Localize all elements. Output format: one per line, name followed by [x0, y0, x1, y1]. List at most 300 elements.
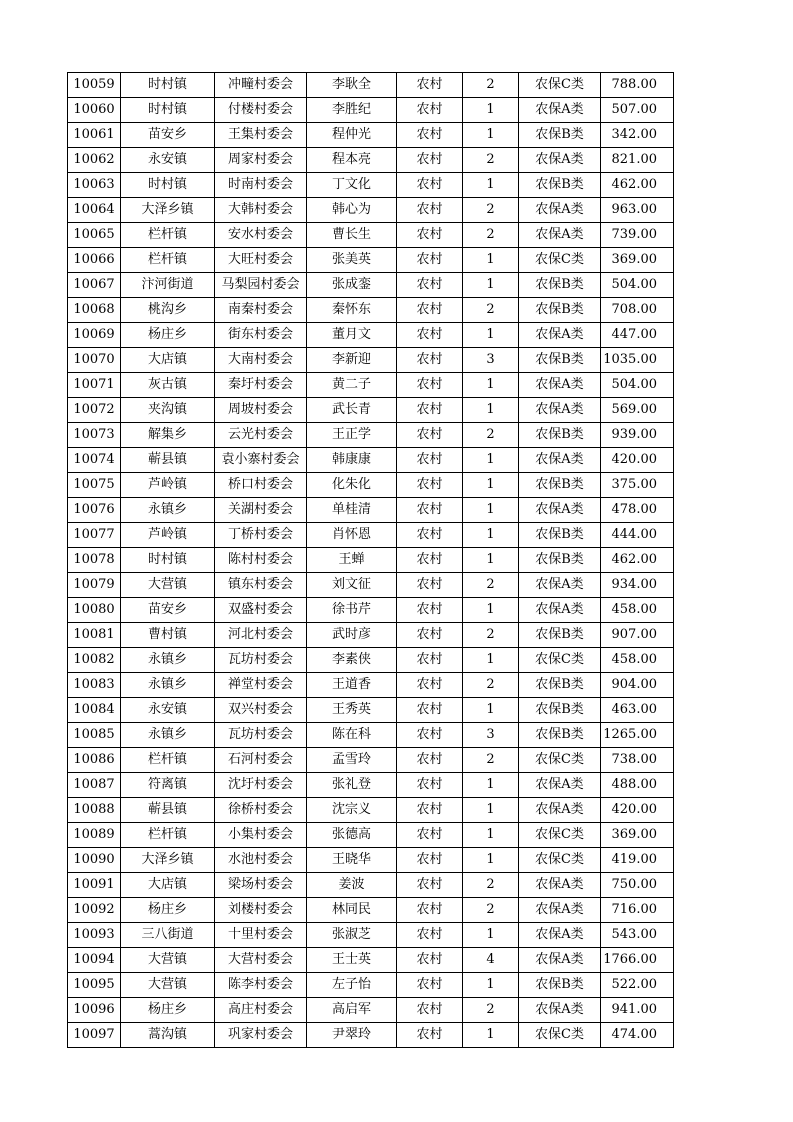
- village-committee-cell: 禅堂村委会: [215, 673, 307, 698]
- category-cell: 农保A类: [519, 398, 601, 423]
- household-size-cell: 1: [463, 923, 519, 948]
- table-row: [68, 923, 674, 948]
- table-row: [68, 448, 674, 473]
- area-type-cell: 农村: [397, 373, 463, 398]
- amount-cell: 478.00: [601, 498, 674, 523]
- name-cell: 程本亮: [307, 148, 397, 173]
- record-id-cell: 10071: [68, 373, 121, 398]
- township-cell: 大泽乡镇: [121, 848, 215, 873]
- name-cell: 左子怡: [307, 973, 397, 998]
- township-cell: 时村镇: [121, 173, 215, 198]
- category-cell: 农保A类: [519, 798, 601, 823]
- village-committee-cell: 沈圩村委会: [215, 773, 307, 798]
- record-id-cell: 10090: [68, 848, 121, 873]
- record-id-cell: 10075: [68, 473, 121, 498]
- category-cell: 农保A类: [519, 148, 601, 173]
- name-cell: 高启军: [307, 998, 397, 1023]
- record-id-cell: 10068: [68, 298, 121, 323]
- table-row: [68, 298, 674, 323]
- household-size-cell: 1: [463, 698, 519, 723]
- table-row: [68, 698, 674, 723]
- amount-cell: 462.00: [601, 173, 674, 198]
- record-id-cell: 10092: [68, 898, 121, 923]
- village-committee-cell: 时南村委会: [215, 173, 307, 198]
- area-type-cell: 农村: [397, 323, 463, 348]
- name-cell: 张德高: [307, 823, 397, 848]
- village-committee-cell: 周家村委会: [215, 148, 307, 173]
- household-size-cell: 1: [463, 323, 519, 348]
- township-cell: 符离镇: [121, 773, 215, 798]
- name-cell: 孟雪玲: [307, 748, 397, 773]
- category-cell: 农保B类: [519, 548, 601, 573]
- record-id-cell: 10091: [68, 873, 121, 898]
- category-cell: 农保B类: [519, 273, 601, 298]
- table-row: [68, 598, 674, 623]
- amount-cell: 543.00: [601, 923, 674, 948]
- category-cell: 农保B类: [519, 673, 601, 698]
- table-row: [68, 198, 674, 223]
- name-cell: 王秀英: [307, 698, 397, 723]
- township-cell: 时村镇: [121, 73, 215, 98]
- record-id-cell: 10062: [68, 148, 121, 173]
- township-cell: 永安镇: [121, 148, 215, 173]
- household-size-cell: 2: [463, 623, 519, 648]
- amount-cell: 1766.00: [601, 948, 674, 973]
- category-cell: 农保A类: [519, 773, 601, 798]
- table-row: [68, 473, 674, 498]
- village-committee-cell: 大韩村委会: [215, 198, 307, 223]
- amount-cell: 462.00: [601, 548, 674, 573]
- amount-cell: 941.00: [601, 998, 674, 1023]
- household-size-cell: 3: [463, 348, 519, 373]
- record-id-cell: 10082: [68, 648, 121, 673]
- category-cell: 农保A类: [519, 873, 601, 898]
- category-cell: 农保A类: [519, 448, 601, 473]
- township-cell: 大店镇: [121, 873, 215, 898]
- village-committee-cell: 付楼村委会: [215, 98, 307, 123]
- household-size-cell: 1: [463, 473, 519, 498]
- table-row: [68, 423, 674, 448]
- village-committee-cell: 小集村委会: [215, 823, 307, 848]
- amount-cell: 507.00: [601, 98, 674, 123]
- amount-cell: 342.00: [601, 123, 674, 148]
- township-cell: 永安镇: [121, 698, 215, 723]
- household-size-cell: 1: [463, 598, 519, 623]
- area-type-cell: 农村: [397, 748, 463, 773]
- amount-cell: 1035.00: [601, 348, 674, 373]
- village-committee-cell: 街东村委会: [215, 323, 307, 348]
- area-type-cell: 农村: [397, 423, 463, 448]
- village-committee-cell: 桥口村委会: [215, 473, 307, 498]
- record-id-cell: 10081: [68, 623, 121, 648]
- record-id-cell: 10094: [68, 948, 121, 973]
- township-cell: 蕲县镇: [121, 798, 215, 823]
- amount-cell: 447.00: [601, 323, 674, 348]
- category-cell: 农保C类: [519, 1023, 601, 1048]
- name-cell: 程仲光: [307, 123, 397, 148]
- table-row: [68, 348, 674, 373]
- area-type-cell: 农村: [397, 673, 463, 698]
- village-committee-cell: 双盛村委会: [215, 598, 307, 623]
- township-cell: 汴河街道: [121, 273, 215, 298]
- table-row: [68, 723, 674, 748]
- table-row: [68, 573, 674, 598]
- household-size-cell: 2: [463, 873, 519, 898]
- township-cell: 杨庄乡: [121, 323, 215, 348]
- amount-cell: 375.00: [601, 473, 674, 498]
- village-committee-cell: 双兴村委会: [215, 698, 307, 723]
- village-committee-cell: 王集村委会: [215, 123, 307, 148]
- village-committee-cell: 十里村委会: [215, 923, 307, 948]
- category-cell: 农保C类: [519, 848, 601, 873]
- record-id-cell: 10086: [68, 748, 121, 773]
- name-cell: 张淑芝: [307, 923, 397, 948]
- amount-cell: 569.00: [601, 398, 674, 423]
- table-row: [68, 848, 674, 873]
- amount-cell: 488.00: [601, 773, 674, 798]
- category-cell: 农保A类: [519, 923, 601, 948]
- table-row: [68, 148, 674, 173]
- township-cell: 蕲县镇: [121, 448, 215, 473]
- household-size-cell: 2: [463, 198, 519, 223]
- amount-cell: 788.00: [601, 73, 674, 98]
- township-cell: 大营镇: [121, 973, 215, 998]
- household-size-cell: 1: [463, 398, 519, 423]
- area-type-cell: 农村: [397, 623, 463, 648]
- category-cell: 农保A类: [519, 573, 601, 598]
- record-id-cell: 10070: [68, 348, 121, 373]
- area-type-cell: 农村: [397, 273, 463, 298]
- village-committee-cell: 石河村委会: [215, 748, 307, 773]
- amount-cell: 420.00: [601, 798, 674, 823]
- area-type-cell: 农村: [397, 248, 463, 273]
- category-cell: 农保B类: [519, 123, 601, 148]
- area-type-cell: 农村: [397, 173, 463, 198]
- township-cell: 时村镇: [121, 548, 215, 573]
- amount-cell: 504.00: [601, 273, 674, 298]
- record-id-cell: 10069: [68, 323, 121, 348]
- township-cell: 栏杆镇: [121, 248, 215, 273]
- household-size-cell: 2: [463, 898, 519, 923]
- township-cell: 芦岭镇: [121, 523, 215, 548]
- household-size-cell: 1: [463, 523, 519, 548]
- table-row: [68, 673, 674, 698]
- amount-cell: 474.00: [601, 1023, 674, 1048]
- amount-cell: 444.00: [601, 523, 674, 548]
- record-id-cell: 10096: [68, 998, 121, 1023]
- household-size-cell: 2: [463, 423, 519, 448]
- village-committee-cell: 马梨园村委会: [215, 273, 307, 298]
- table-row: [68, 948, 674, 973]
- table-row: [68, 798, 674, 823]
- record-id-cell: 10097: [68, 1023, 121, 1048]
- amount-cell: 739.00: [601, 223, 674, 248]
- category-cell: 农保C类: [519, 748, 601, 773]
- amount-cell: 750.00: [601, 873, 674, 898]
- table-row: [68, 373, 674, 398]
- household-size-cell: 1: [463, 1023, 519, 1048]
- household-size-cell: 1: [463, 648, 519, 673]
- township-cell: 栏杆镇: [121, 748, 215, 773]
- area-type-cell: 农村: [397, 923, 463, 948]
- amount-cell: 904.00: [601, 673, 674, 698]
- township-cell: 苗安乡: [121, 123, 215, 148]
- household-size-cell: 1: [463, 98, 519, 123]
- township-cell: 杨庄乡: [121, 898, 215, 923]
- table-row: [68, 648, 674, 673]
- township-cell: 蒿沟镇: [121, 1023, 215, 1048]
- category-cell: 农保A类: [519, 998, 601, 1023]
- table-row: [68, 73, 674, 98]
- village-committee-cell: 大营村委会: [215, 948, 307, 973]
- record-id-cell: 10059: [68, 73, 121, 98]
- amount-cell: 821.00: [601, 148, 674, 173]
- village-committee-cell: 瓦坊村委会: [215, 648, 307, 673]
- category-cell: 农保B类: [519, 348, 601, 373]
- household-size-cell: 1: [463, 548, 519, 573]
- name-cell: 王正学: [307, 423, 397, 448]
- record-id-cell: 10087: [68, 773, 121, 798]
- area-type-cell: 农村: [397, 723, 463, 748]
- village-committee-cell: 丁桥村委会: [215, 523, 307, 548]
- category-cell: 农保A类: [519, 323, 601, 348]
- relief-roster-table: [67, 72, 674, 1048]
- village-committee-cell: 陈村村委会: [215, 548, 307, 573]
- name-cell: 武时彦: [307, 623, 397, 648]
- village-committee-cell: 周坡村委会: [215, 398, 307, 423]
- table-row: [68, 498, 674, 523]
- village-committee-cell: 陈李村委会: [215, 973, 307, 998]
- record-id-cell: 10064: [68, 198, 121, 223]
- township-cell: 栏杆镇: [121, 823, 215, 848]
- area-type-cell: 农村: [397, 498, 463, 523]
- table-row: [68, 773, 674, 798]
- amount-cell: 1265.00: [601, 723, 674, 748]
- amount-cell: 738.00: [601, 748, 674, 773]
- record-id-cell: 10093: [68, 923, 121, 948]
- area-type-cell: 农村: [397, 873, 463, 898]
- category-cell: 农保A类: [519, 598, 601, 623]
- township-cell: 三八街道: [121, 923, 215, 948]
- household-size-cell: 2: [463, 998, 519, 1023]
- category-cell: 农保C类: [519, 73, 601, 98]
- village-committee-cell: 巩家村委会: [215, 1023, 307, 1048]
- township-cell: 栏杆镇: [121, 223, 215, 248]
- area-type-cell: 农村: [397, 773, 463, 798]
- record-id-cell: 10072: [68, 398, 121, 423]
- village-committee-cell: 高庄村委会: [215, 998, 307, 1023]
- name-cell: 姜波: [307, 873, 397, 898]
- amount-cell: 907.00: [601, 623, 674, 648]
- table-row: [68, 98, 674, 123]
- village-committee-cell: 瓦坊村委会: [215, 723, 307, 748]
- category-cell: 农保B类: [519, 423, 601, 448]
- category-cell: 农保A类: [519, 223, 601, 248]
- name-cell: 黄二子: [307, 373, 397, 398]
- name-cell: 张美英: [307, 248, 397, 273]
- name-cell: 王道香: [307, 673, 397, 698]
- amount-cell: 716.00: [601, 898, 674, 923]
- name-cell: 张礼登: [307, 773, 397, 798]
- area-type-cell: 农村: [397, 398, 463, 423]
- table-row: [68, 523, 674, 548]
- record-id-cell: 10078: [68, 548, 121, 573]
- area-type-cell: 农村: [397, 98, 463, 123]
- record-id-cell: 10080: [68, 598, 121, 623]
- household-size-cell: 2: [463, 673, 519, 698]
- area-type-cell: 农村: [397, 73, 463, 98]
- name-cell: 王士英: [307, 948, 397, 973]
- table-row: [68, 398, 674, 423]
- amount-cell: 420.00: [601, 448, 674, 473]
- amount-cell: 369.00: [601, 248, 674, 273]
- village-committee-cell: 云光村委会: [215, 423, 307, 448]
- household-size-cell: 4: [463, 948, 519, 973]
- record-id-cell: 10085: [68, 723, 121, 748]
- amount-cell: 963.00: [601, 198, 674, 223]
- area-type-cell: 农村: [397, 448, 463, 473]
- record-id-cell: 10088: [68, 798, 121, 823]
- category-cell: 农保A类: [519, 948, 601, 973]
- table-row: [68, 898, 674, 923]
- household-size-cell: 1: [463, 123, 519, 148]
- amount-cell: 419.00: [601, 848, 674, 873]
- amount-cell: 934.00: [601, 573, 674, 598]
- township-cell: 大店镇: [121, 348, 215, 373]
- name-cell: 李新迎: [307, 348, 397, 373]
- household-size-cell: 1: [463, 373, 519, 398]
- village-committee-cell: 镇东村委会: [215, 573, 307, 598]
- category-cell: 农保B类: [519, 723, 601, 748]
- category-cell: 农保A类: [519, 98, 601, 123]
- name-cell: 韩康康: [307, 448, 397, 473]
- village-committee-cell: 冲疃村委会: [215, 73, 307, 98]
- record-id-cell: 10060: [68, 98, 121, 123]
- name-cell: 张成銮: [307, 273, 397, 298]
- area-type-cell: 农村: [397, 823, 463, 848]
- category-cell: 农保B类: [519, 523, 601, 548]
- category-cell: 农保C类: [519, 823, 601, 848]
- township-cell: 灰古镇: [121, 373, 215, 398]
- household-size-cell: 2: [463, 573, 519, 598]
- area-type-cell: 农村: [397, 848, 463, 873]
- village-committee-cell: 大旺村委会: [215, 248, 307, 273]
- table-row: [68, 123, 674, 148]
- household-size-cell: 2: [463, 298, 519, 323]
- household-size-cell: 2: [463, 73, 519, 98]
- table-row: [68, 173, 674, 198]
- table-row: [68, 273, 674, 298]
- area-type-cell: 农村: [397, 648, 463, 673]
- record-id-cell: 10065: [68, 223, 121, 248]
- village-committee-cell: 水池村委会: [215, 848, 307, 873]
- area-type-cell: 农村: [397, 223, 463, 248]
- area-type-cell: 农村: [397, 523, 463, 548]
- category-cell: 农保A类: [519, 198, 601, 223]
- household-size-cell: 1: [463, 773, 519, 798]
- amount-cell: 458.00: [601, 598, 674, 623]
- household-size-cell: 2: [463, 223, 519, 248]
- township-cell: 曹村镇: [121, 623, 215, 648]
- area-type-cell: 农村: [397, 473, 463, 498]
- name-cell: 武长青: [307, 398, 397, 423]
- household-size-cell: 1: [463, 973, 519, 998]
- township-cell: 解集乡: [121, 423, 215, 448]
- area-type-cell: 农村: [397, 573, 463, 598]
- name-cell: 李耿全: [307, 73, 397, 98]
- household-size-cell: 1: [463, 248, 519, 273]
- township-cell: 永镇乡: [121, 648, 215, 673]
- amount-cell: 708.00: [601, 298, 674, 323]
- area-type-cell: 农村: [397, 548, 463, 573]
- area-type-cell: 农村: [397, 998, 463, 1023]
- name-cell: 王蝉: [307, 548, 397, 573]
- name-cell: 陈在科: [307, 723, 397, 748]
- record-id-cell: 10077: [68, 523, 121, 548]
- household-size-cell: 3: [463, 723, 519, 748]
- name-cell: 王晓华: [307, 848, 397, 873]
- household-size-cell: 1: [463, 498, 519, 523]
- township-cell: 永镇乡: [121, 673, 215, 698]
- name-cell: 单桂清: [307, 498, 397, 523]
- village-committee-cell: 徐桥村委会: [215, 798, 307, 823]
- category-cell: 农保A类: [519, 498, 601, 523]
- name-cell: 尹翠玲: [307, 1023, 397, 1048]
- household-size-cell: 1: [463, 273, 519, 298]
- category-cell: 农保B类: [519, 623, 601, 648]
- township-cell: 夹沟镇: [121, 398, 215, 423]
- record-id-cell: 10067: [68, 273, 121, 298]
- area-type-cell: 农村: [397, 798, 463, 823]
- name-cell: 徐书芹: [307, 598, 397, 623]
- record-id-cell: 10066: [68, 248, 121, 273]
- table-row: [68, 748, 674, 773]
- category-cell: 农保A类: [519, 373, 601, 398]
- village-committee-cell: 河北村委会: [215, 623, 307, 648]
- record-id-cell: 10089: [68, 823, 121, 848]
- record-id-cell: 10076: [68, 498, 121, 523]
- record-id-cell: 10074: [68, 448, 121, 473]
- village-committee-cell: 安水村委会: [215, 223, 307, 248]
- table-row: [68, 323, 674, 348]
- table-row: [68, 1023, 674, 1048]
- township-cell: 大营镇: [121, 948, 215, 973]
- township-cell: 苗安乡: [121, 598, 215, 623]
- area-type-cell: 农村: [397, 148, 463, 173]
- name-cell: 李胜纪: [307, 98, 397, 123]
- name-cell: 丁文化: [307, 173, 397, 198]
- record-id-cell: 10084: [68, 698, 121, 723]
- table-row: [68, 973, 674, 998]
- village-committee-cell: 南秦村委会: [215, 298, 307, 323]
- township-cell: 桃沟乡: [121, 298, 215, 323]
- area-type-cell: 农村: [397, 698, 463, 723]
- village-committee-cell: 关湖村委会: [215, 498, 307, 523]
- category-cell: 农保B类: [519, 973, 601, 998]
- name-cell: 肖怀恩: [307, 523, 397, 548]
- amount-cell: 522.00: [601, 973, 674, 998]
- record-id-cell: 10095: [68, 973, 121, 998]
- area-type-cell: 农村: [397, 898, 463, 923]
- table-row: [68, 623, 674, 648]
- household-size-cell: 1: [463, 848, 519, 873]
- amount-cell: 369.00: [601, 823, 674, 848]
- name-cell: 李素侠: [307, 648, 397, 673]
- household-size-cell: 2: [463, 148, 519, 173]
- name-cell: 林同民: [307, 898, 397, 923]
- township-cell: 杨庄乡: [121, 998, 215, 1023]
- area-type-cell: 农村: [397, 298, 463, 323]
